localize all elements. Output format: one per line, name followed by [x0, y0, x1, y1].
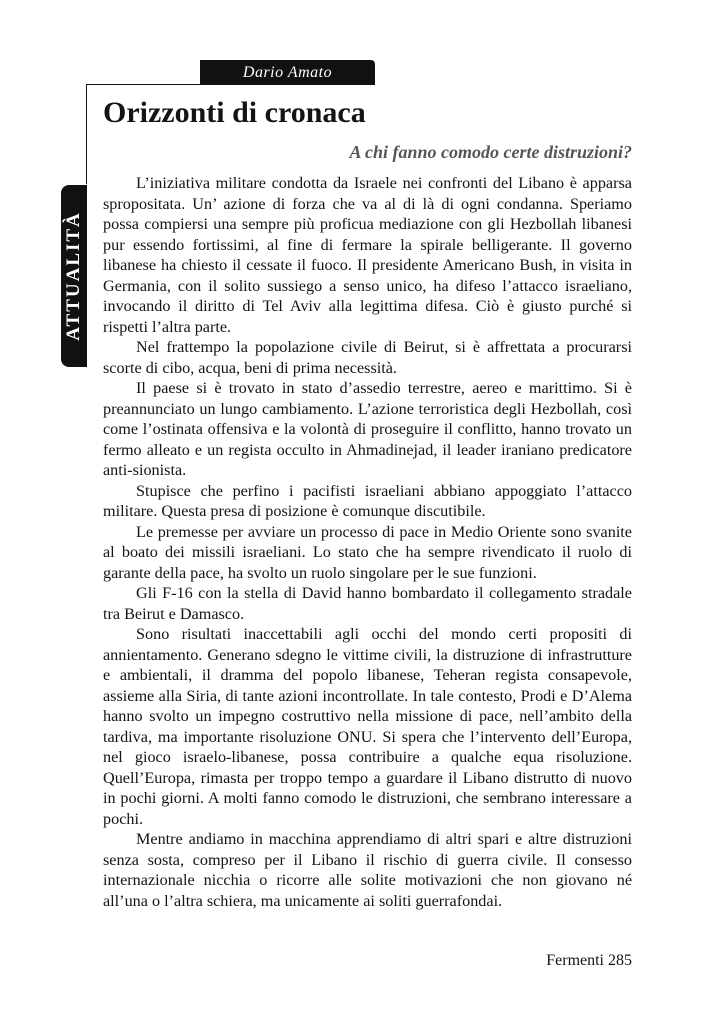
article-title: Orizzonti di cronaca — [103, 96, 366, 129]
publication-name: Fermenti — [546, 952, 604, 969]
frame-top-rule — [86, 84, 200, 85]
section-label: ATTUALITÀ — [63, 211, 84, 341]
paragraph: Sono risultati inaccettabili agli occhi del mondo certi propositi di annientamento. Generano sdegno le vittime civili, la distruzione di infrastrutture e ambientali, il dramma del popolo libanese, Teheran regista consapevole, assieme alla Siria, di tante azioni incontrollate. In tale contesto, Prodi e D’Alema hanno svolto un impegno costruttivo nella missione di pace, nell’ambito della tardiva, ma importante risoluzione ONU. Si spera che l’intervento dell’Europa, nel gioco israelo-libanese, possa contribuire a qualche equa risoluzione. Quell’Europa, rimasta per troppo tempo a guardare il Libano distrutto di nuovo in pochi giorni. A molti fanno comodo le distruzioni, che sembrano interessare a pochi. — [103, 625, 632, 828]
page-number: 285 — [608, 952, 632, 969]
paragraph: L’iniziativa militare condotta da Israele nei confronti del Libano è apparsa spropositata. Un’ azione di forza che va al di là di ogni condanna. Speriamo possa compiersi una sempre più proficua mediazione con gli Hezbollah libanesi pur essendo fortissimi, al fine di fermare la spirale belligerante. Il governo libanese ha chiesto il cessate il fuoco. Il presidente Americano Bush, in visita in Germania, con il solito sussiego a senso unico, ha difeso l’attacco israeliano, invocando il diritto di Tel Aviv alla legittima difesa. Ciò è giusto purché si rispetti l’altra parte. — [103, 174, 632, 336]
article-body — [103, 173, 632, 911]
page-footer — [546, 951, 632, 971]
author-name: Dario Amato — [242, 64, 333, 81]
paragraph: Gli F-16 con la stella di David hanno bombardato il collegamento stradale tra Beirut e Damasco. — [103, 584, 632, 623]
paragraph: Mentre andiamo in macchina apprendiamo di altri spari e altre distruzioni senza sosta, compreso per il Libano il rischio di guerra civile. Il consesso internazionale nicchia o ricorre alle solite motivazioni che non giovano né all’una o l’altra schiera, ma unicamente ai soliti guerrafondai. — [103, 830, 632, 910]
paragraph: Il paese si è trovato in stato d’assedio terrestre, aereo e marittimo. Si è preannunciato un lungo cambiamento. L’azione terroristica degli Hezbollah, così come l’ostinata offensiva e la volontà di proseguire il conflitto, hanno trovato un fermo alleato e un regista occulto in Ahmadinejad, il leader iraniano predicatore anti-sionista. — [103, 379, 632, 479]
paragraph: Le premesse per avviare un processo di pace in Medio Oriente sono svanite al boato dei missili israeliani. Lo stato che ha sempre rivendicato il ruolo di garante della pace, ha svolto un ruolo singolare per le sue funzioni. — [103, 522, 632, 582]
frame-left-rule — [86, 84, 87, 184]
paragraph: Nel frattempo la popolazione civile di Beirut, si è affrettata a procurarsi scorte di cibo, acqua, beni di prima necessità. — [103, 338, 632, 377]
author-tab — [200, 60, 375, 85]
article-subtitle: A chi fanno comodo certe distruzioni? — [349, 142, 632, 162]
paragraph: Stupisce che perfino i pacifisti israeliani abbiano appoggiato l’attacco militare. Questa presa di posizione è comunque discutibile. — [103, 481, 632, 520]
